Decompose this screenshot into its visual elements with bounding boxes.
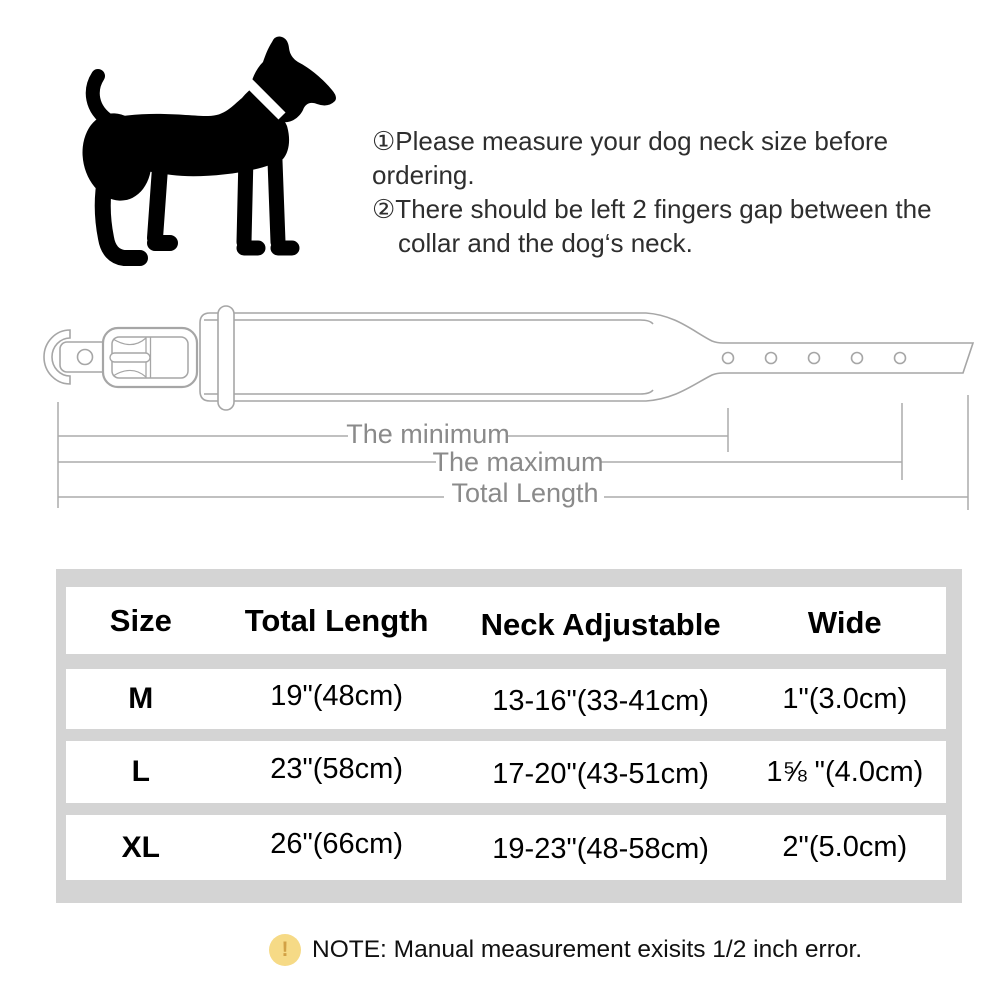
cell-size: XL [121, 830, 160, 864]
instruction-line-2: ②There should be left 2 fingers gap between the [372, 194, 932, 224]
size-table [56, 569, 962, 903]
cell-neck-adjustable: 17-20"(43-51cm) [492, 757, 709, 790]
label-maximum: The maximum [432, 447, 604, 477]
label-minimum: The minimum [346, 419, 510, 449]
warning-mark: ! [281, 938, 289, 961]
dog-silhouette [75, 37, 336, 258]
dog-hind-leg-near [155, 168, 170, 243]
dog-front-leg-back [244, 156, 258, 248]
dog-icon [60, 30, 350, 280]
instruction-line-3: collar and the dog‘s neck. [398, 228, 693, 258]
collar-diagram [0, 290, 1000, 530]
cell-neck-adjustable: 19-23"(48-58cm) [492, 833, 709, 865]
note [269, 934, 862, 966]
cell-total-length: 19"(48cm) [270, 679, 403, 712]
table-row-l [66, 741, 946, 803]
instruction-line-1: ①Please measure your dog neck size before ordering. [372, 126, 889, 190]
cell-size: M [128, 682, 154, 715]
table-header-row [66, 587, 946, 654]
collar-buckle-prong [110, 353, 150, 362]
cell-total-length: 23"(58cm) [270, 752, 403, 785]
cell-wide: 1⅝ "(4.0cm) [766, 755, 924, 788]
dog-tail [93, 76, 109, 121]
dog-head [249, 37, 336, 123]
cell-neck-adjustable: 13-16"(33-41cm) [492, 684, 709, 717]
cell-total-length: 26"(66cm) [270, 828, 403, 860]
col-header-size: Size [109, 602, 172, 638]
cell-wide: 1"(3.0cm) [782, 682, 908, 715]
collar-keeper [218, 306, 234, 410]
label-total-length: Total Length [451, 478, 599, 508]
table-row-xl [66, 815, 946, 880]
measuring-instructions [372, 124, 952, 260]
warning-icon [269, 934, 301, 966]
col-header-total-length: Total Length [244, 602, 429, 638]
col-header-wide: Wide [807, 604, 882, 640]
cell-size: L [131, 755, 150, 788]
table-row-m [66, 669, 946, 729]
cell-wide: 2"(5.0cm) [782, 831, 908, 863]
collar-rivet-hole [78, 350, 93, 365]
note-text: NOTE: Manual measurement exisits 1/2 inch error. [312, 936, 863, 963]
col-header-neck-adjustable: Neck Adjustable [480, 606, 721, 642]
